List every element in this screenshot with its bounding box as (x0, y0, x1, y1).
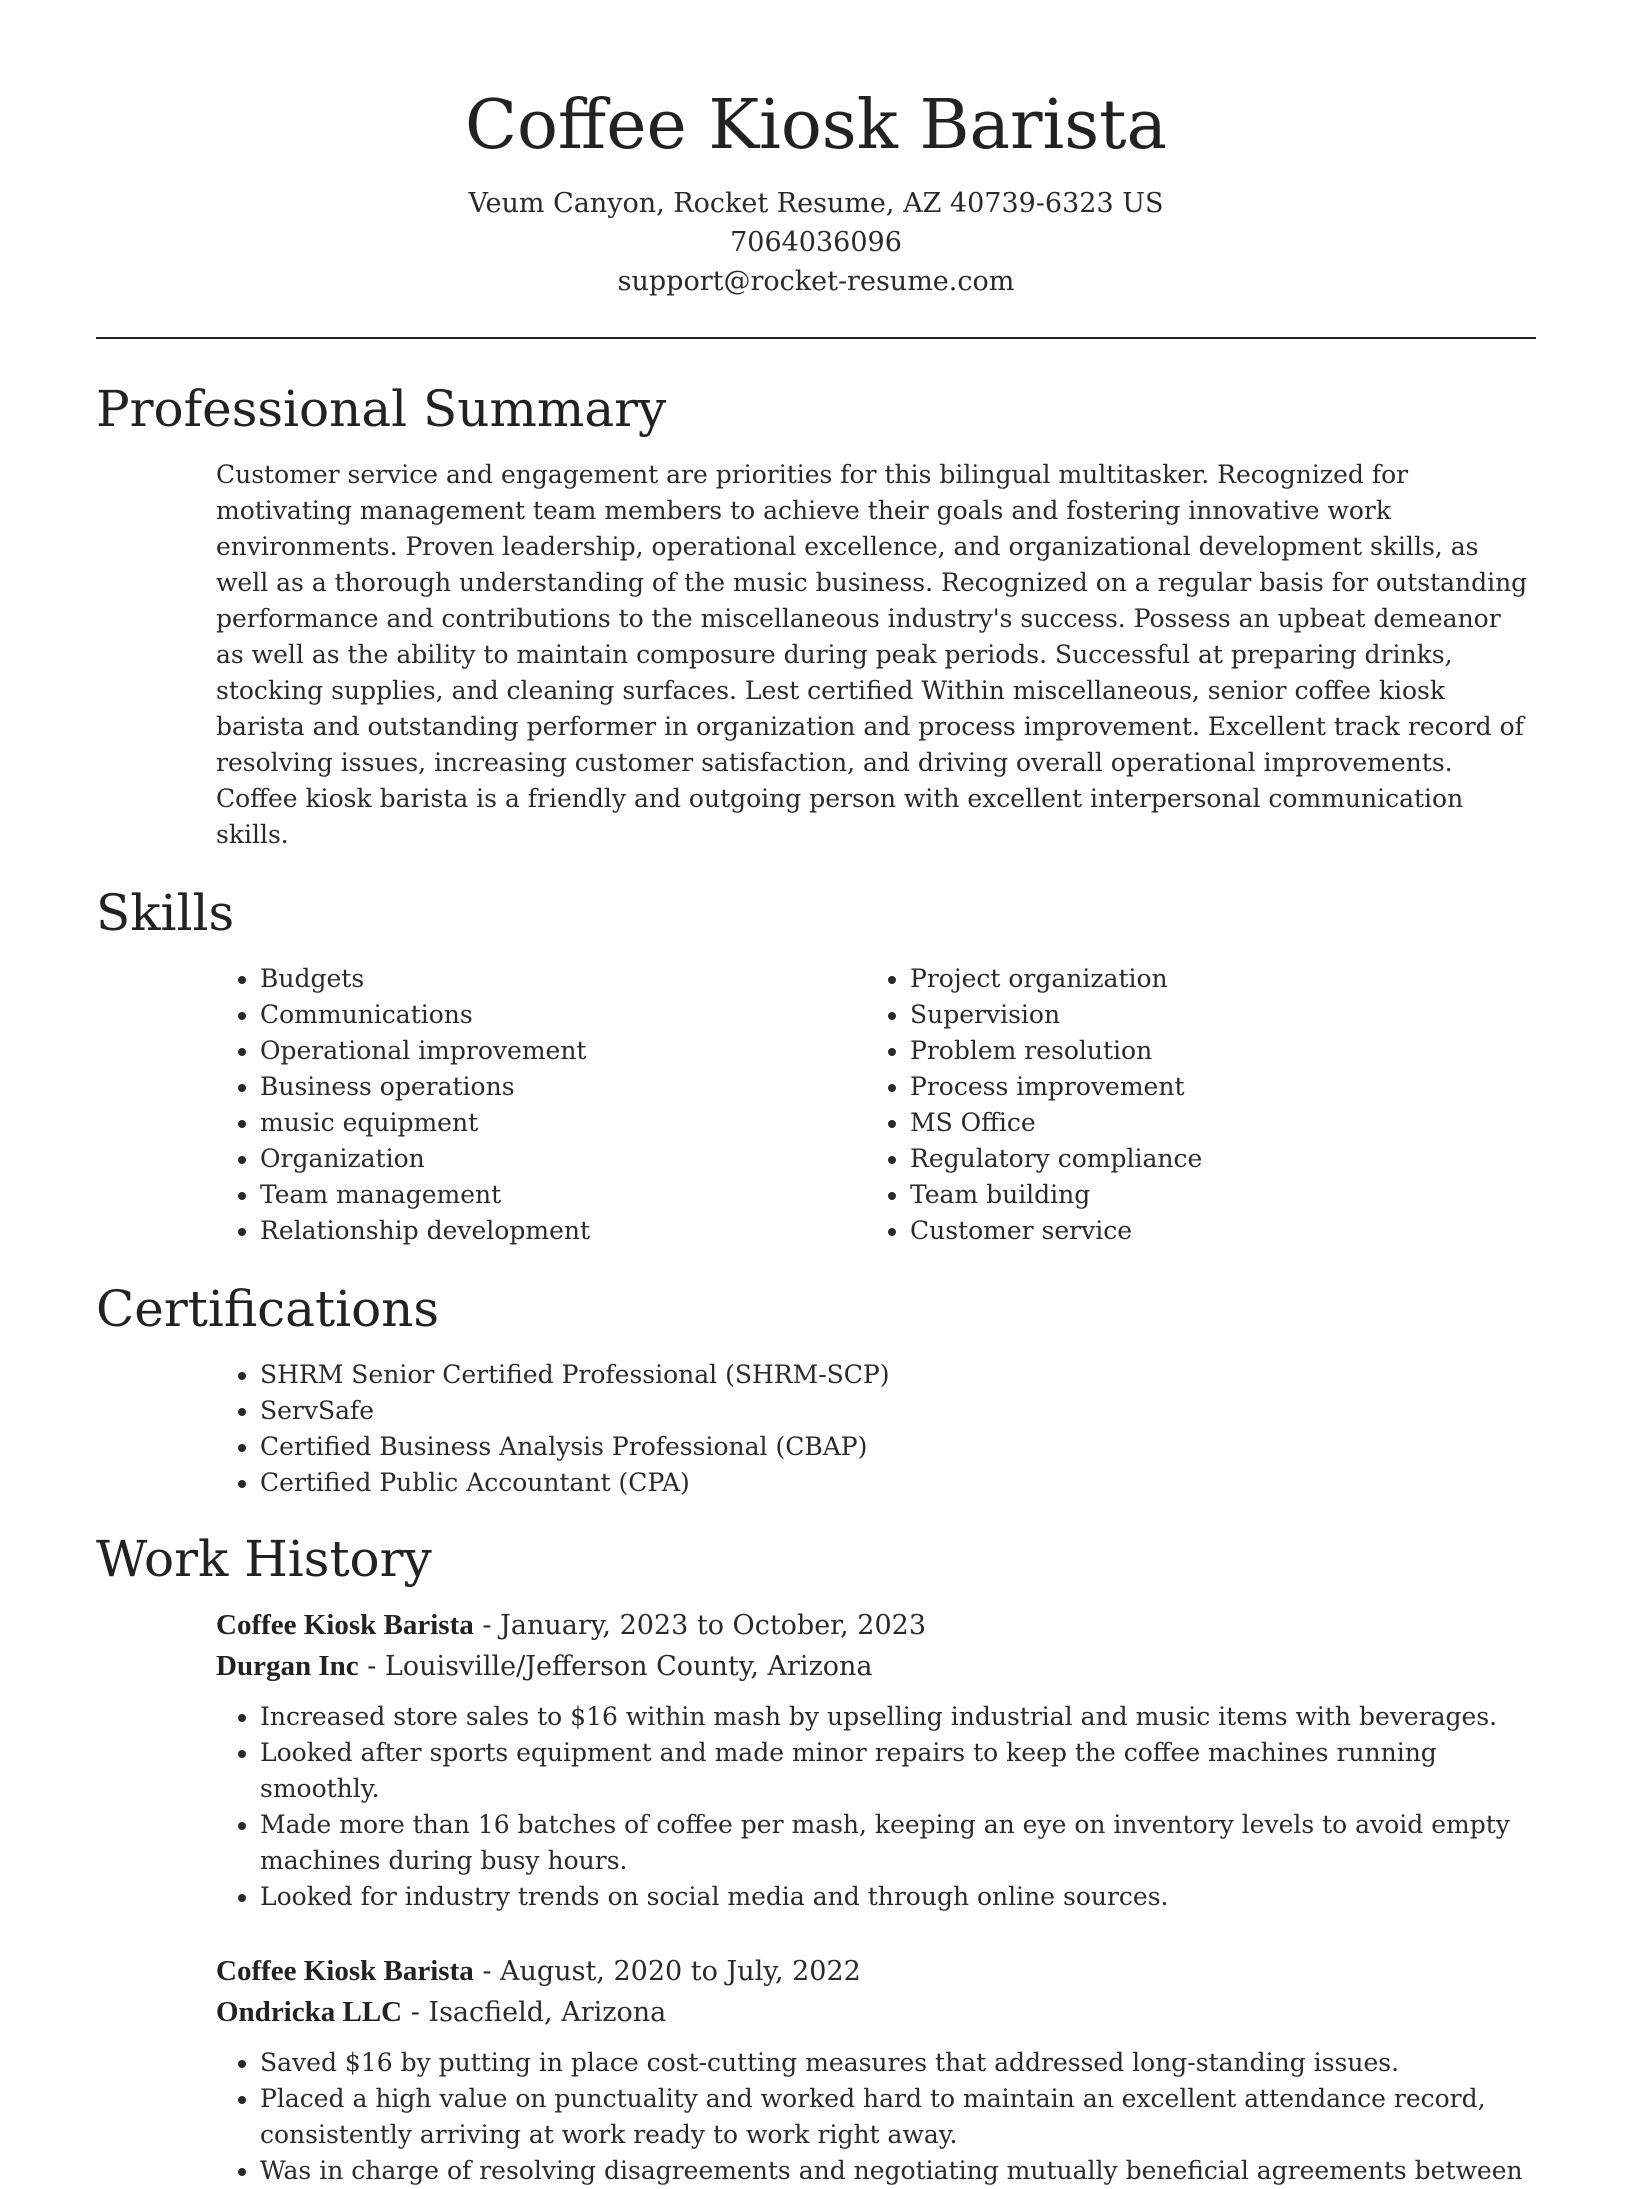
job-company: Ondricka LLC (216, 1996, 403, 2028)
skill-item: • MS Office (910, 1105, 1516, 1141)
skill-item: • Supervision (910, 997, 1516, 1033)
resume-page (96, 0, 1536, 2185)
job-title: Coffee Kiosk Barista (216, 1609, 474, 1641)
job-duty-item: • Increased store sales to $16 within mash by upselling industrial and music items with beverages. (260, 1699, 1536, 1735)
skill-item: • music equipment (260, 1105, 866, 1141)
skill-item: • Team management (260, 1177, 866, 1213)
job-company: Durgan Inc (216, 1650, 359, 1682)
job-dates: - January, 2023 to October, 2023 (473, 1610, 926, 1641)
skill-item: • Business operations (260, 1069, 866, 1105)
skills-list-right (866, 961, 1516, 1249)
certifications-heading: Certifications (96, 1280, 440, 1338)
contact-info (96, 184, 1536, 301)
job-duty-item: • Was in charge of resolving disagreements and negotiating mutually beneficial agreements between (260, 2153, 1536, 2189)
summary-heading: Professional Summary (96, 380, 667, 438)
work-history-section (96, 1527, 1536, 2189)
contact-email: support@rocket-resume.com (617, 266, 1015, 297)
job-duty-item: • Looked after sports equipment and made minor repairs to keep the coffee machines running smoothly. (260, 1735, 1536, 1807)
summary-text: Customer service and engagement are priorities for this bilingual multitasker. Recognized for motivating management team members to achieve their goals and fostering innovative work environments. Proven leadership, operational excellence, and organizational development skills, as well as a thorough understanding of the music business. Recognized on a regular basis for outstanding performance and contributions to the miscellaneous industry's success. Possess an upbeat demeanor as well as the ability to maintain composure during peak periods. Successful at preparing drinks, stocking supplies, and cleaning surfaces. Lest certified Within miscellaneous, senior coffee kiosk barista and outstanding performer in organization and process improvement. Excellent track record of resolving issues, increasing customer satisfaction, and driving overall operational improvements. Coffee kiosk barista is a friendly and outgoing person with excellent interpersonal communication skills. (216, 460, 1528, 849)
skill-item: • Budgets (260, 961, 866, 997)
skills-columns (216, 961, 1536, 1249)
skill-item: • Organization (260, 1141, 866, 1177)
skill-item: • Communications (260, 997, 866, 1033)
skill-item: • Team building (910, 1177, 1516, 1213)
resume-header (96, 0, 1536, 301)
summary-section (96, 377, 1536, 853)
certification-item: • ServSafe (260, 1393, 1536, 1429)
job-entry (216, 1951, 1536, 2189)
certifications-section (96, 1277, 1536, 1501)
certification-item: • SHRM Senior Certified Professional (SHRM-SCP) (260, 1357, 1536, 1393)
job-title: Coffee Kiosk Barista (216, 1955, 474, 1987)
skill-item: • Relationship development (260, 1213, 866, 1249)
work-history-heading: Work History (96, 1530, 432, 1588)
resume-name: Coffee Kiosk Barista (464, 86, 1168, 165)
skill-item: • Customer service (910, 1213, 1516, 1249)
job-duties-list (216, 2045, 1536, 2189)
skills-section (96, 881, 1536, 1249)
skill-item: • Problem resolution (910, 1033, 1516, 1069)
skill-item: • Project organization (910, 961, 1516, 997)
contact-address: Veum Canyon, Rocket Resume, AZ 40739-6323 US (468, 188, 1164, 219)
contact-phone: 7064036096 (730, 227, 902, 258)
job-duty-item: • Placed a high value on punctuality and worked hard to maintain an excellent attendance record, consistently arriving at work ready to work right away. (260, 2081, 1536, 2153)
certifications-list (216, 1357, 1536, 1501)
skills-heading: Skills (96, 884, 235, 942)
certification-item: • Certified Business Analysis Professional (CBAP) (260, 1429, 1536, 1465)
job-duties-list (216, 1699, 1536, 1915)
header-divider (96, 337, 1536, 339)
job-entry (216, 1605, 1536, 1915)
job-location: - Isacfield, Arizona (402, 1997, 667, 2028)
job-duty-item: • Made more than 16 batches of coffee per mash, keeping an eye on inventory levels to avoid empty machines during busy hours. (260, 1807, 1536, 1879)
certification-item: • Certified Public Accountant (CPA) (260, 1465, 1536, 1501)
job-duty-item: • Saved $16 by putting in place cost-cutting measures that addressed long-standing issues. (260, 2045, 1536, 2081)
job-company-line (216, 1992, 1536, 2033)
job-duty-item: • Looked for industry trends on social media and through online sources. (260, 1879, 1536, 1915)
skill-item: • Regulatory compliance (910, 1141, 1516, 1177)
job-company-line (216, 1646, 1536, 1687)
job-title-line (216, 1951, 1536, 1992)
skill-item: • Operational improvement (260, 1033, 866, 1069)
job-title-line (216, 1605, 1536, 1646)
skills-list-left (216, 961, 866, 1249)
job-dates: - August, 2020 to July, 2022 (473, 1956, 861, 1987)
job-location: - Louisville/Jefferson County, Arizona (358, 1651, 873, 1682)
skill-item: • Process improvement (910, 1069, 1516, 1105)
